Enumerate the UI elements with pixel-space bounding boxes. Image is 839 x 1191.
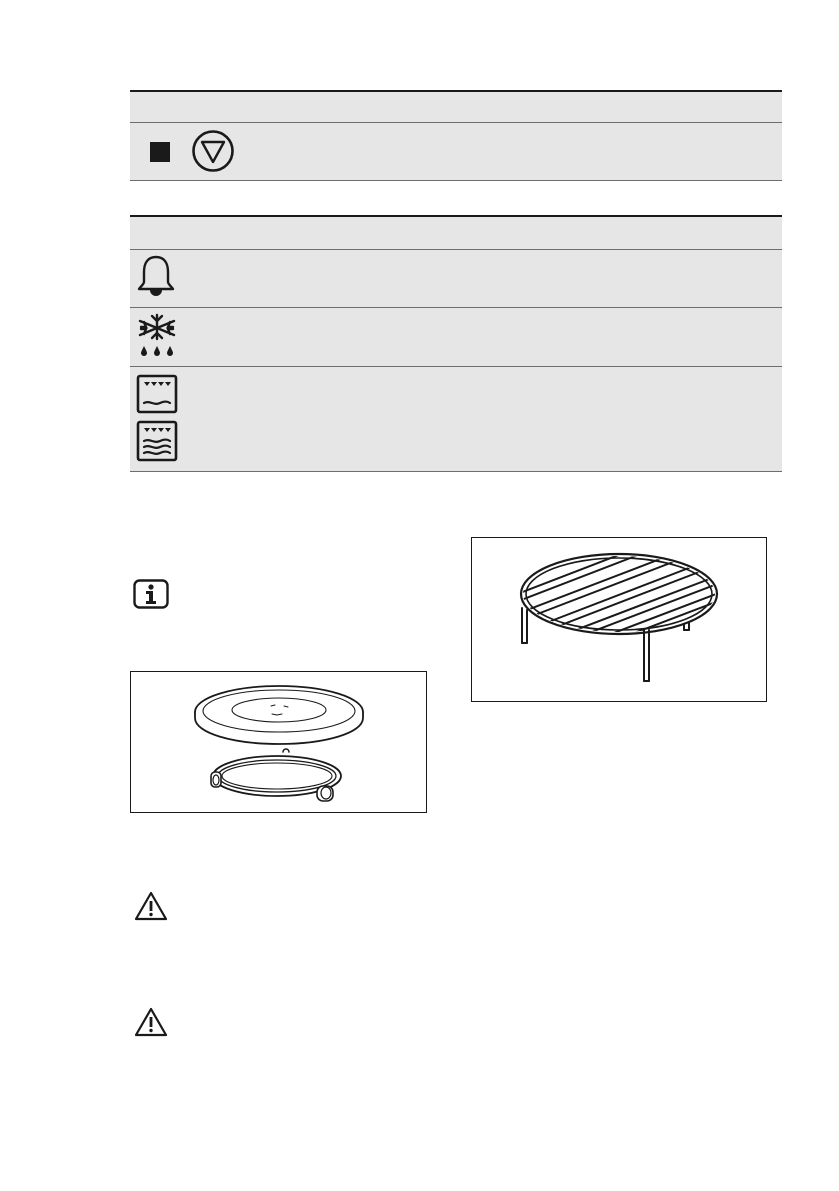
- table-2-bottom-rule: [130, 471, 782, 472]
- info-icon: [133, 579, 169, 609]
- table-1-header: [130, 90, 782, 122]
- bell-icon: [136, 253, 176, 299]
- table-2-header: [130, 216, 782, 249]
- table-2-top-rule: [130, 215, 782, 217]
- warning-triangle-icon: [133, 890, 169, 922]
- stop-square-icon: [150, 142, 170, 162]
- stop-triangle-circle-icon: [191, 129, 235, 173]
- table-1-top-rule: [130, 90, 782, 92]
- grill-rack-figure: [471, 537, 767, 702]
- grill-heating-icon: [136, 374, 178, 414]
- warning-triangle-icon: [133, 1006, 169, 1038]
- table-2-row-bell: [130, 250, 782, 307]
- turntable-figure: [130, 671, 427, 813]
- table-1-bottom-rule: [130, 180, 782, 181]
- table-2-row-grill: [130, 367, 782, 471]
- table-1-row-divider: [130, 122, 782, 123]
- table-2-row-defrost: [130, 308, 782, 366]
- snowflake-defrost-icon: [135, 312, 179, 360]
- grill-combi-icon: [136, 420, 178, 462]
